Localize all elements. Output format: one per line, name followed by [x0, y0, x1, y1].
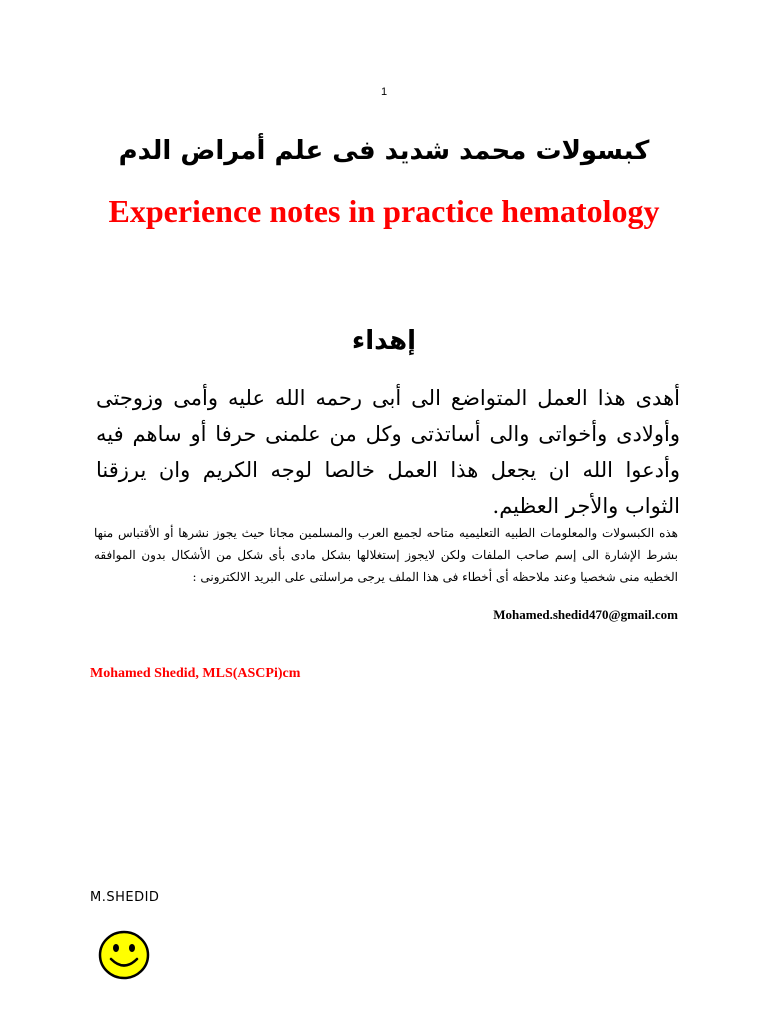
smiley-left-eye [113, 944, 119, 952]
smiley-right-eye [129, 944, 135, 952]
signature: M.SHEDID [90, 890, 160, 905]
author-name: Mohamed Shedid, MLS(ASCPi)cm [90, 666, 301, 681]
page-number: 1 [380, 86, 388, 98]
dedication-text: أهدى هذا العمل المتواضع الى أبى رحمه الله عليه وأمى وزوجتى وأولادى وأخواتى والى أساتذتى وكل من علمنى حرفا أو ساهم فيه وأدعوا الله ان يجعل هذا العمل خالصا لوجه الكريم وان يرزقنا الثواب والأجر العظيم. [96, 386, 680, 518]
english-title: Experience notes in practice hematology [108, 193, 660, 229]
dedication-heading: إهداء [351, 326, 417, 356]
smiley-face-icon [98, 930, 150, 980]
arabic-title: كبسولات محمد شديد فى علم أمراض الدم [118, 136, 650, 166]
author-email[interactable]: Mohamed.shedid470@gmail.com [493, 607, 678, 622]
smiley-face [100, 932, 148, 978]
copyright-notice: هذه الكبسولات والمعلومات الطبيه التعليميه متاحه لجميع العرب والمسلمين مجانا حيث يجوز نشرها أو الأقتباس منها بشرط الإشارة الى إسم صاحب الملفات ولكن لايجوز إستغلالها بشكل مادى بأى شكل من الأشكال بدون الموافقه الخطيه منى شخصيا وعند ملاحظه أى أخطاء فى هذا الملف يرجى مراسلتى على البريد الالكترونى : [94, 526, 678, 584]
